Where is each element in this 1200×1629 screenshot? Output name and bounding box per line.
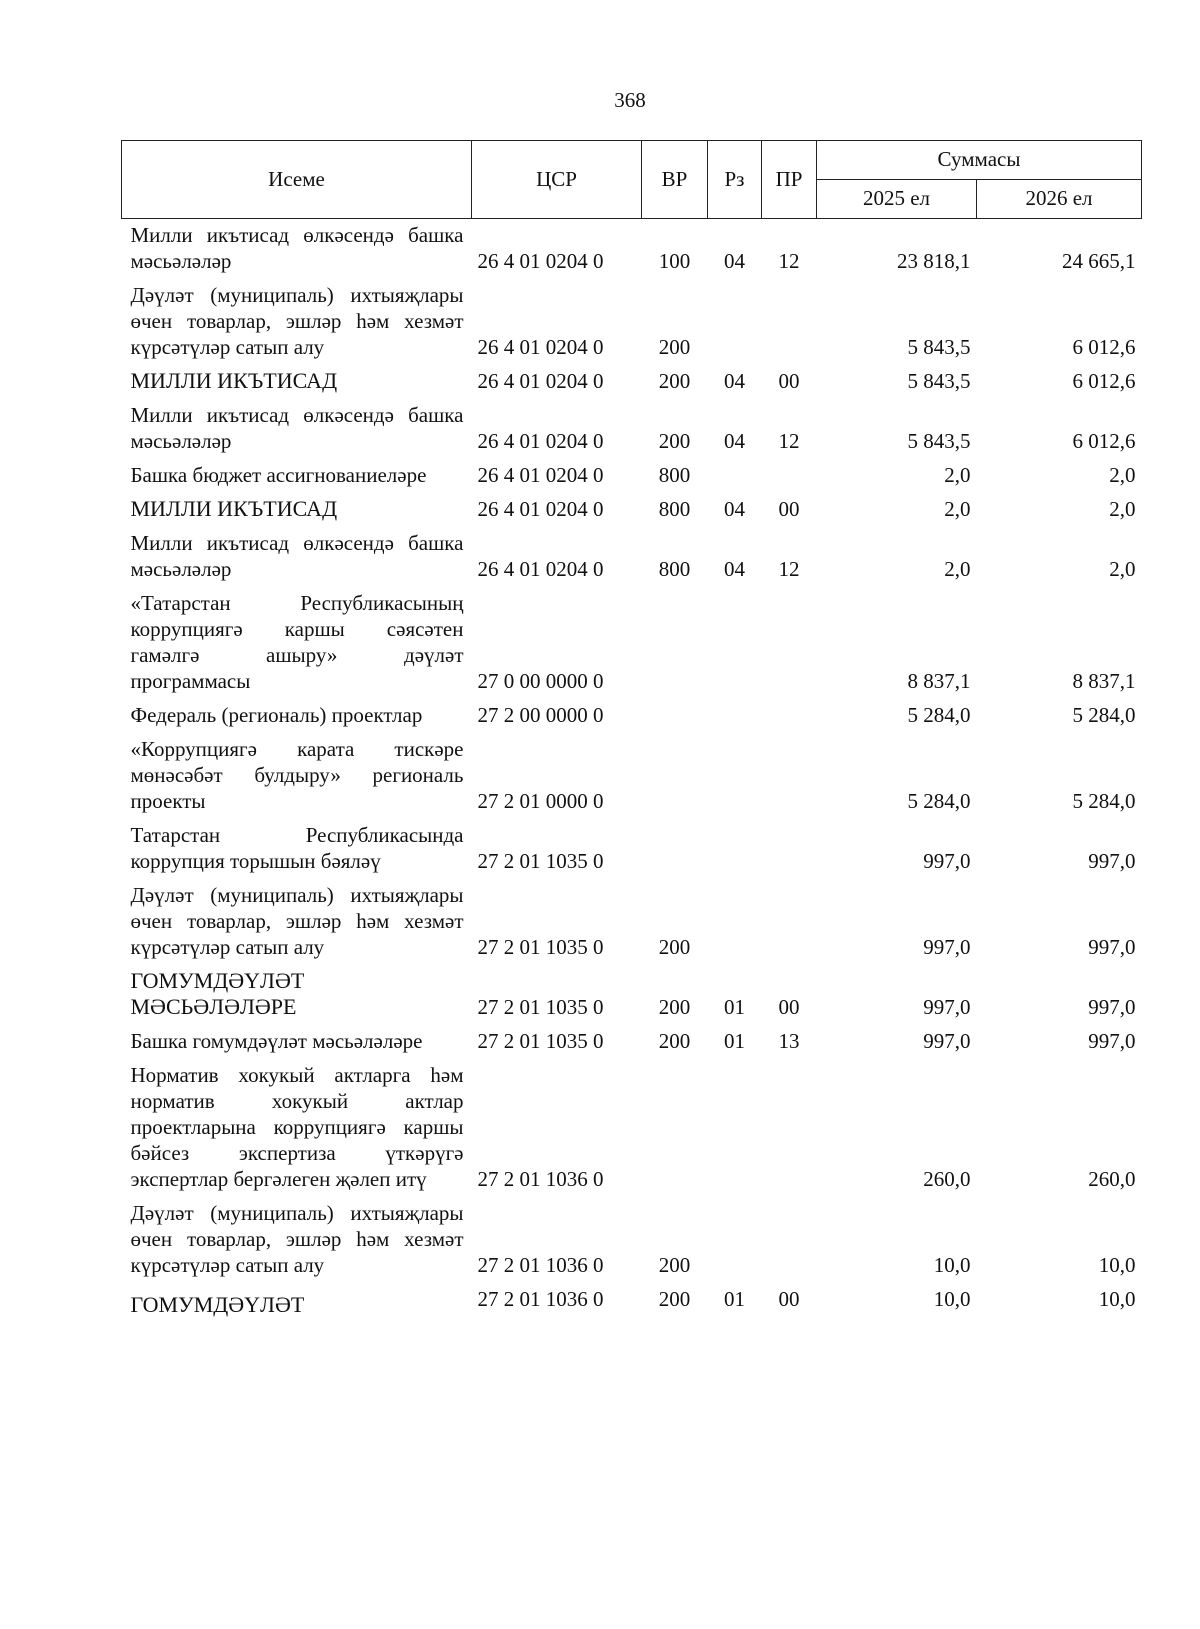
cell-csr: 26 4 01 0204 0 bbox=[477, 429, 604, 453]
cell-vr bbox=[642, 814, 708, 874]
header-rz: Рз bbox=[708, 141, 762, 219]
cell-pr: 00 bbox=[778, 497, 800, 521]
cell-vr: 800 bbox=[658, 463, 691, 487]
cell-csr: 26 4 01 0204 0 bbox=[477, 557, 604, 581]
cell-sum-2026: 6 012,6 bbox=[1072, 429, 1136, 453]
cell-pr: 00 bbox=[778, 1287, 800, 1311]
cell-pr: 00 bbox=[778, 369, 800, 393]
cell-rz bbox=[708, 274, 762, 360]
cell-csr: 27 2 00 0000 0 bbox=[477, 703, 604, 727]
cell-vr: 100 bbox=[658, 249, 691, 273]
cell-sum-2025: 5 284,0 bbox=[907, 789, 971, 813]
cell-pr bbox=[762, 694, 817, 728]
cell-name: Башка гомумдәүләт мәсьәләләре bbox=[130, 1029, 423, 1053]
cell-pr bbox=[762, 582, 817, 694]
cell-rz bbox=[708, 874, 762, 960]
cell-name: Милли икътисад өлкәсендә башка мәсьәләләр bbox=[130, 223, 464, 273]
cell-sum-2025: 8 837,1 bbox=[907, 669, 971, 693]
cell-vr: 200 bbox=[658, 935, 691, 959]
cell-sum-2025: 2,0 bbox=[944, 557, 971, 581]
cell-csr: 27 2 01 1035 0 bbox=[477, 849, 604, 873]
budget-sheet bbox=[121, 140, 1141, 1318]
cell-csr: 26 4 01 0204 0 bbox=[477, 249, 604, 273]
cell-sum-2025: 5 843,5 bbox=[907, 369, 971, 393]
cell-name: Милли икътисад өлкәсендә башка мәсьәләләр bbox=[130, 403, 464, 453]
cell-rz bbox=[708, 814, 762, 874]
cell-pr: 00 bbox=[778, 995, 800, 1019]
cell-name: «Коррупциягә карата тискәре мөнәсәбәт булдыру» региональ проекты bbox=[130, 737, 464, 813]
cell-pr bbox=[762, 814, 817, 874]
table-row bbox=[122, 219, 1142, 275]
cell-sum-2025: 5 284,0 bbox=[907, 703, 971, 727]
cell-name: Башка бюджет ассигнованиеләре bbox=[130, 463, 427, 487]
header-vr: ВР bbox=[642, 141, 708, 219]
cell-sum-2026: 997,0 bbox=[1088, 935, 1136, 959]
table-header bbox=[122, 141, 1142, 219]
table-row bbox=[122, 522, 1142, 582]
header-sums: Суммасы bbox=[817, 141, 1142, 180]
cell-vr: 200 bbox=[658, 995, 691, 1019]
cell-vr bbox=[642, 728, 708, 814]
cell-vr bbox=[642, 1054, 708, 1192]
cell-csr: 27 2 01 1035 0 bbox=[477, 935, 604, 959]
page-number: 368 bbox=[614, 88, 646, 112]
cell-vr: 200 bbox=[658, 429, 691, 453]
cell-sum-2026: 2,0 bbox=[1109, 557, 1136, 581]
table-row bbox=[122, 394, 1142, 454]
cell-rz: 04 bbox=[724, 557, 745, 581]
table-row bbox=[122, 874, 1142, 960]
cell-rz bbox=[708, 694, 762, 728]
cell-name: МИЛЛИ ИКЪТИСАД bbox=[130, 368, 338, 393]
cell-csr: 27 2 01 0000 0 bbox=[477, 789, 604, 813]
cell-name: ГОМУМДӘҮЛӘТ МӘСЬӘЛӘЛӘРЕ bbox=[130, 968, 305, 1019]
cell-sum-2026: 10,0 bbox=[1098, 1287, 1136, 1311]
cell-sum-2026: 6 012,6 bbox=[1072, 335, 1136, 359]
budget-table bbox=[121, 140, 1142, 1318]
cell-name: Норматив хокукый актларга һәм норматив хокукый актлар проектларына коррупциягә каршы бәйсез экспертиза үткәрүгә экспертлар бергәлеген җәлеп итү bbox=[130, 1063, 464, 1191]
cell-sum-2026: 260,0 bbox=[1088, 1167, 1136, 1191]
cell-pr bbox=[762, 728, 817, 814]
cell-sum-2025: 997,0 bbox=[923, 995, 971, 1019]
cell-sum-2026: 997,0 bbox=[1088, 1029, 1136, 1053]
cell-name: «Татарстан Республикасының коррупциягә каршы сәясәтен гамәлгә ашыру» дәүләт программасы bbox=[130, 591, 464, 693]
cell-rz bbox=[708, 728, 762, 814]
cell-sum-2026: 24 665,1 bbox=[1062, 249, 1136, 273]
cell-name: Федераль (региональ) проектлар bbox=[130, 703, 423, 727]
table-row bbox=[122, 360, 1142, 394]
cell-rz: 04 bbox=[724, 429, 745, 453]
cell-csr: 27 2 01 1036 0 bbox=[477, 1253, 604, 1277]
cell-pr: 12 bbox=[778, 249, 800, 273]
header-year-2025: 2025 ел bbox=[817, 180, 977, 219]
cell-csr: 26 4 01 0204 0 bbox=[477, 463, 604, 487]
table-body bbox=[122, 219, 1142, 1319]
cell-rz bbox=[708, 582, 762, 694]
cell-sum-2026: 997,0 bbox=[1088, 849, 1136, 873]
cell-rz: 01 bbox=[724, 1029, 745, 1053]
cell-sum-2025: 2,0 bbox=[944, 463, 971, 487]
cell-sum-2026: 997,0 bbox=[1088, 995, 1136, 1019]
header-csr: ЦСР bbox=[472, 141, 642, 219]
cell-vr: 200 bbox=[658, 1287, 691, 1311]
header-year-2026: 2026 ел bbox=[977, 180, 1142, 219]
cell-vr: 200 bbox=[658, 335, 691, 359]
table-row bbox=[122, 1054, 1142, 1192]
cell-sum-2025: 10,0 bbox=[933, 1287, 971, 1311]
cell-sum-2025: 997,0 bbox=[923, 849, 971, 873]
table-row bbox=[122, 582, 1142, 694]
cell-pr bbox=[762, 454, 817, 488]
cell-pr bbox=[762, 874, 817, 960]
cell-vr bbox=[642, 582, 708, 694]
cell-rz: 04 bbox=[724, 249, 745, 273]
cell-sum-2025: 5 843,5 bbox=[907, 429, 971, 453]
cell-vr bbox=[642, 694, 708, 728]
cell-vr: 200 bbox=[658, 1029, 691, 1053]
cell-sum-2025: 5 843,5 bbox=[907, 335, 971, 359]
cell-rz bbox=[708, 1192, 762, 1278]
cell-sum-2026: 8 837,1 bbox=[1072, 669, 1136, 693]
cell-vr: 200 bbox=[658, 1253, 691, 1277]
cell-csr: 26 4 01 0204 0 bbox=[477, 369, 604, 393]
cell-sum-2026: 6 012,6 bbox=[1072, 369, 1136, 393]
cell-csr: 27 2 01 1035 0 bbox=[477, 1029, 604, 1053]
header-pr: ПР bbox=[762, 141, 817, 219]
cell-sum-2025: 260,0 bbox=[923, 1167, 971, 1191]
cell-vr: 200 bbox=[658, 369, 691, 393]
header-name: Исеме bbox=[122, 141, 472, 219]
table-row bbox=[122, 274, 1142, 360]
cell-pr: 12 bbox=[778, 557, 800, 581]
cell-sum-2026: 2,0 bbox=[1109, 463, 1136, 487]
cell-rz bbox=[708, 454, 762, 488]
cell-sum-2025: 10,0 bbox=[933, 1253, 971, 1277]
table-row bbox=[122, 728, 1142, 814]
cell-name: Татарстан Республикасында коррупция торышын бәяләү bbox=[130, 823, 464, 873]
cell-vr: 800 bbox=[658, 497, 691, 521]
cell-sum-2025: 2,0 bbox=[944, 497, 971, 521]
cell-name: ГОМУМДӘҮЛӘТ bbox=[130, 1292, 305, 1317]
cell-csr: 27 0 00 0000 0 bbox=[477, 669, 604, 693]
cell-pr bbox=[762, 1192, 817, 1278]
cell-pr bbox=[762, 274, 817, 360]
cell-rz: 01 bbox=[724, 995, 745, 1019]
cell-pr: 12 bbox=[778, 429, 800, 453]
cell-name: Дәүләт (муниципаль) ихтыяҗлары өчен товарлар, эшләр һәм хезмәт күрсәтүләр сатып алу bbox=[130, 1201, 464, 1277]
cell-name: МИЛЛИ ИКЪТИСАД bbox=[130, 496, 338, 521]
cell-sum-2026: 5 284,0 bbox=[1072, 789, 1136, 813]
cell-sum-2026: 5 284,0 bbox=[1072, 703, 1136, 727]
cell-csr: 27 2 01 1036 0 bbox=[477, 1287, 604, 1311]
cell-csr: 27 2 01 1036 0 bbox=[477, 1167, 604, 1191]
cell-csr: 26 4 01 0204 0 bbox=[477, 335, 604, 359]
cell-csr: 27 2 01 1035 0 bbox=[477, 995, 604, 1019]
table-row bbox=[122, 960, 1142, 1020]
table-row bbox=[122, 454, 1142, 488]
cell-sum-2026: 2,0 bbox=[1109, 497, 1136, 521]
cell-name: Дәүләт (муниципаль) ихтыяҗлары өчен товарлар, эшләр һәм хезмәт күрсәтүләр сатып алу bbox=[130, 883, 464, 959]
cell-rz: 04 bbox=[724, 497, 745, 521]
cell-sum-2025: 23 818,1 bbox=[897, 249, 971, 273]
cell-vr: 800 bbox=[658, 557, 691, 581]
cell-sum-2026: 10,0 bbox=[1098, 1253, 1136, 1277]
table-row bbox=[122, 694, 1142, 728]
cell-rz bbox=[708, 1054, 762, 1192]
table-row bbox=[122, 1020, 1142, 1054]
cell-rz: 04 bbox=[724, 369, 745, 393]
cell-csr: 26 4 01 0204 0 bbox=[477, 497, 604, 521]
cell-rz: 01 bbox=[724, 1287, 745, 1311]
cell-sum-2025: 997,0 bbox=[923, 935, 971, 959]
cell-name: Дәүләт (муниципаль) ихтыяҗлары өчен товарлар, эшләр һәм хезмәт күрсәтүләр сатып алу bbox=[130, 283, 464, 359]
cell-pr bbox=[762, 1054, 817, 1192]
table-row bbox=[122, 1278, 1142, 1318]
cell-pr: 13 bbox=[778, 1029, 800, 1053]
cell-name: Милли икътисад өлкәсендә башка мәсьәләләр bbox=[130, 531, 464, 581]
cell-sum-2025: 997,0 bbox=[923, 1029, 971, 1053]
table-row bbox=[122, 488, 1142, 522]
table-row bbox=[122, 1192, 1142, 1278]
table-row bbox=[122, 814, 1142, 874]
